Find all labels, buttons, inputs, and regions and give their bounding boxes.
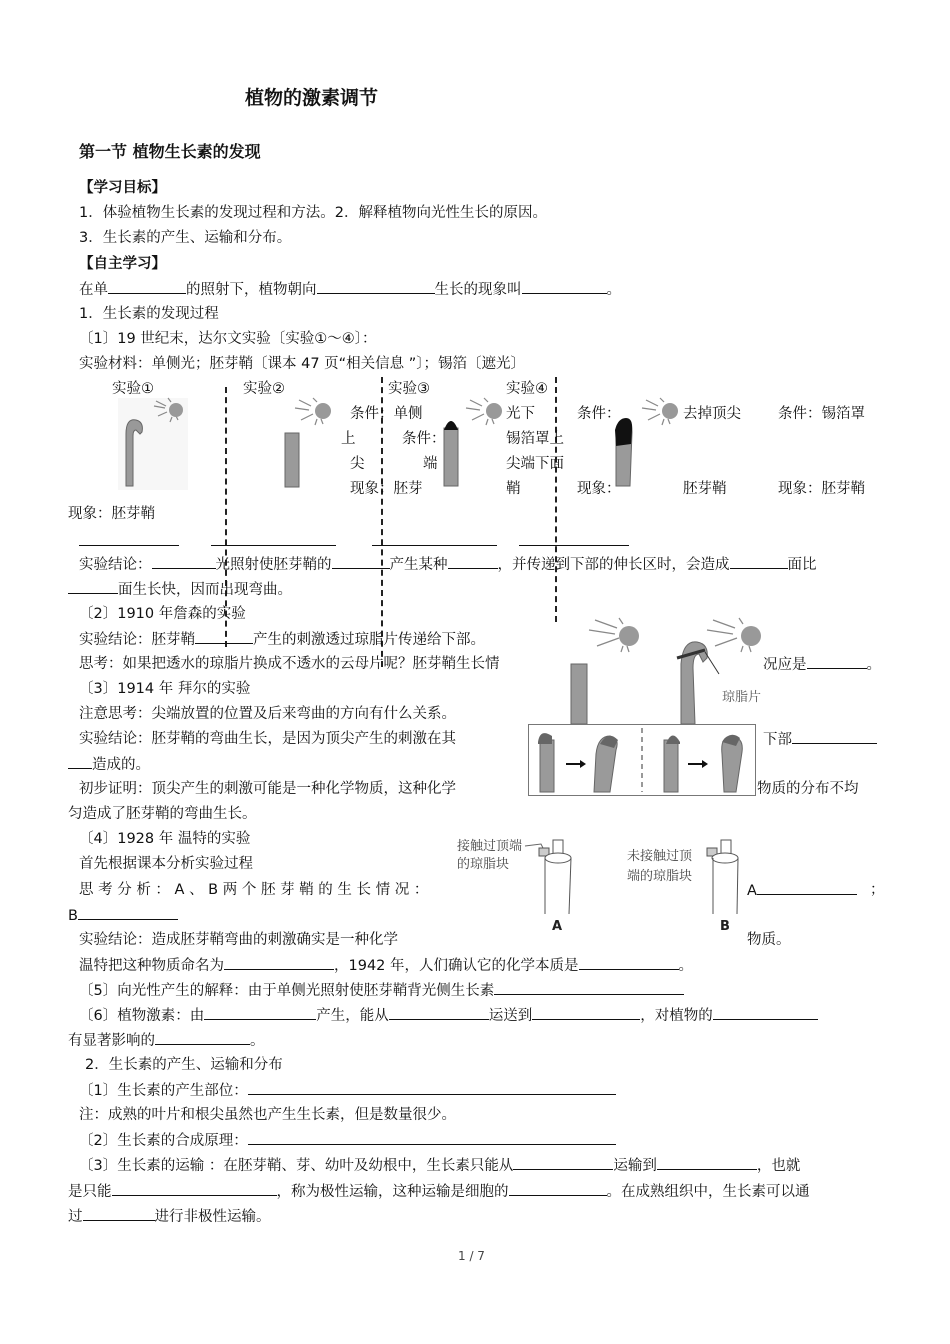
phen-c: 现象： xyxy=(577,481,621,497)
went-name: 温特把这种物质命名为 ，1942 年，人们确认它的化学本质是 。 xyxy=(79,955,693,976)
agar-label: 琼脂片 xyxy=(722,690,762,705)
darwin-conclusion: 实验结论： 光照射使胚芽鞘的 产生某种 ，并传递到下部的伸长区时，会造成 面比 xyxy=(79,554,817,575)
divider-3 xyxy=(555,377,557,622)
boysen-heading: 〔2〕1910 年詹森的实验 xyxy=(79,606,246,622)
went-heading: 〔4〕1928 年 温特的实验 xyxy=(79,831,251,847)
exp-label-1: 实验① xyxy=(112,381,154,397)
cond4-label: 条件：锡箔罩 xyxy=(778,406,865,422)
exp-label-4: 实验④ xyxy=(506,381,548,397)
goals-line-1: 1．体验植物生长素的发现过程和方法。2．解释植物向光性生长的原因。 xyxy=(79,205,547,221)
phen-a: 现象：胚芽 xyxy=(350,481,423,497)
frag-jianduan: 尖端下面 xyxy=(506,456,564,472)
darwin-heading: 〔1〕19 世纪末，达尔文实验〔实验①～④〕： xyxy=(79,331,377,347)
frag-tiaojian: 条件： xyxy=(402,431,446,447)
part2-synth: 〔2〕生长素的合成原理： xyxy=(79,1130,616,1151)
self-study-heading: 【自主学习】 xyxy=(79,256,166,272)
page-number: 1 / 7 xyxy=(458,1249,485,1263)
exp1-figure xyxy=(118,398,188,490)
blank-phen-2[interactable] xyxy=(211,545,336,546)
frag-jian: 尖 xyxy=(350,456,365,472)
cond3-value: 去掉顶尖 xyxy=(683,406,741,422)
paal-conclusion: 实验结论：胚芽鞘的弯曲生长，是因为顶尖产生的刺激在其 xyxy=(79,731,456,747)
went-semicolon: ； xyxy=(870,882,885,898)
page-title: 植物的激素调节 xyxy=(245,87,379,109)
frag-duan: 端 xyxy=(423,456,438,472)
frag-shang: 上 xyxy=(341,431,356,447)
hormone-line-2: 有显著影响的 。 xyxy=(68,1030,265,1051)
blank-phen-4[interactable] xyxy=(519,545,629,546)
blank-phen-3[interactable] xyxy=(372,545,497,546)
boysen-think-2: 况应是 。 xyxy=(763,654,881,675)
blank-phen-1[interactable] xyxy=(79,545,179,546)
exp2-figure xyxy=(283,398,343,490)
phen-b: 鞘 xyxy=(506,481,521,497)
exp3-figure xyxy=(440,398,510,490)
paal-heading: 〔3〕1914 年 拜尔的实验 xyxy=(79,681,251,697)
part2-heading: 2．生长素的产生、运输和分布 xyxy=(85,1057,283,1073)
svg-text:未接触过顶: 未接触过顶 xyxy=(627,849,693,864)
went-conclusion: 实验结论：造成胚芽鞘弯曲的刺激确实是一种化学 xyxy=(79,932,398,948)
part2-transport-3: 过 进行非极性运输。 xyxy=(68,1206,271,1227)
went-think: 思 考 分 析 ： A 、 B 两 个 胚 芽 鞘 的 生 长 情 况 ： xyxy=(79,882,429,898)
goals-line-2: 3．生长素的产生、运输和分布。 xyxy=(79,230,292,246)
darwin-conclusion-2: 面生长快，因而出现弯曲。 xyxy=(68,579,292,600)
paal-conclusion-3: 造成的。 xyxy=(68,754,150,775)
goals-heading: 【学习目标】 xyxy=(79,180,166,196)
part2-transport-2: 是只能 ，称为极性运输，这种运输是细胞的 。在成熟组织中，生长素可以通 xyxy=(68,1181,810,1202)
frag-xibo: 锡箔罩上 xyxy=(506,431,564,447)
phen-f: 现象：胚芽鞘 xyxy=(68,506,155,522)
svg-text:B: B xyxy=(720,919,730,934)
paal-conclusion-2: 下部 xyxy=(763,729,877,750)
paal-proof-2: 物质的分布不均 xyxy=(757,781,859,797)
part1-heading: 1．生长素的发现过程 xyxy=(79,306,219,322)
svg-text:的琼脂块: 的琼脂块 xyxy=(457,857,510,872)
cond2-a: 条件：单侧 xyxy=(350,406,423,422)
paal-proof-3: 匀造成了胚芽鞘的弯曲生长。 xyxy=(68,806,257,822)
phen-d: 胚芽鞘 xyxy=(683,481,727,497)
part2-note: 注：成熟的叶片和根尖虽然也产生生长素，但是数量很少。 xyxy=(79,1107,456,1123)
paal-figure xyxy=(528,724,756,796)
intro-line: 在单 的照射下，植物朝向 生长的现象叫 。 xyxy=(79,279,621,300)
went-b-answer: B xyxy=(68,905,178,926)
hormone-line: 〔6〕植物激素：由 产生，能从 运送到 ，对植物的 xyxy=(79,1005,818,1026)
boysen-figure xyxy=(567,618,777,728)
svg-text:端的琼脂块: 端的琼脂块 xyxy=(627,869,693,884)
part2-site: 〔1〕生长素的产生部位： xyxy=(79,1080,616,1101)
phen-e: 现象：胚芽鞘 xyxy=(778,481,865,497)
materials-line: 实验材料：单侧光；胚芽鞘〔课本 47 页“相关信息 ”〕；锡箔〔遮光〕 xyxy=(79,356,526,372)
exp-label-3: 实验③ xyxy=(388,381,430,397)
went-a-answer: A xyxy=(747,880,857,901)
went-line1: 首先根据课本分析实验过程 xyxy=(79,856,253,872)
cond3-label: 条件： xyxy=(577,406,621,422)
exp-label-2: 实验② xyxy=(243,381,285,397)
paal-note: 注意思考：尖端放置的位置及后来弯曲的方向有什么关系。 xyxy=(79,706,456,722)
svg-text:接触过顶端: 接触过顶端 xyxy=(457,839,523,854)
phototropism-line: 〔5〕向光性产生的解释：由于单侧光照射使胚芽鞘背光侧生长素 xyxy=(79,980,684,1001)
part2-transport: 〔3〕生长素的运输 ：在胚芽鞘、芽、幼叶及幼根中，生长素只能从 运输到 ，也就 xyxy=(79,1155,800,1176)
svg-text:A: A xyxy=(552,919,563,934)
went-figure xyxy=(455,834,755,934)
boysen-think: 思考：如果把透水的琼脂片换成不透水的云母片呢？胚芽鞘生长情 xyxy=(79,656,500,672)
boysen-conclusion: 实验结论：胚芽鞘 产生的刺激透过琼脂片传递给下部。 xyxy=(79,629,485,650)
cond2-b: 光下 xyxy=(506,406,535,422)
went-conclusion-2: 物质。 xyxy=(747,932,791,948)
exp4-figure xyxy=(612,398,687,490)
section-title: 第一节 植物生长素的发现 xyxy=(79,142,261,161)
paal-proof: 初步证明：顶尖产生的刺激可能是一种化学物质，这种化学 xyxy=(79,781,456,797)
